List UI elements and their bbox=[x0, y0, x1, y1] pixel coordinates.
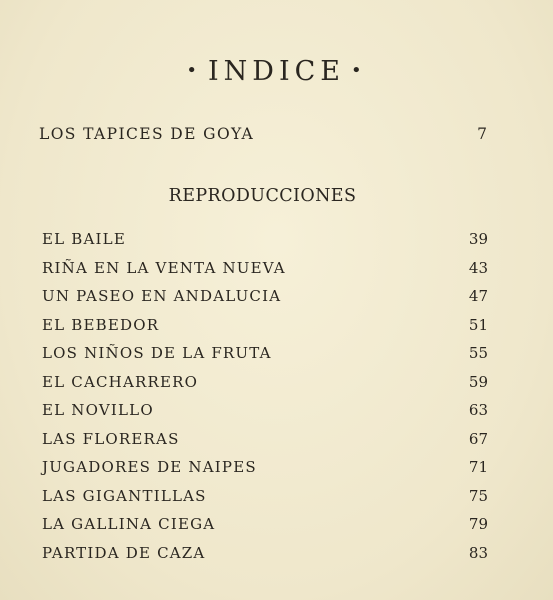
toc-list bbox=[42, 230, 488, 572]
toc-entry-page: 39 bbox=[468, 230, 488, 248]
toc-entry-page: 71 bbox=[468, 458, 488, 476]
section-heading: REPRODUCCIONES bbox=[168, 186, 357, 206]
toc-entry-page: 59 bbox=[468, 372, 488, 391]
toc-entry bbox=[42, 230, 488, 259]
toc-entry-page: 67 bbox=[468, 429, 488, 448]
toc-entry-label: UN PASEO EN ANDALUCIA bbox=[42, 287, 282, 305]
toc-entry bbox=[42, 287, 488, 316]
title-bullet-left: • bbox=[186, 60, 202, 81]
toc-entry-label: LOS TAPICES DE GOYA bbox=[39, 125, 255, 143]
toc-entry-label: EL BAILE bbox=[42, 230, 126, 248]
index-title-text: INDICE bbox=[208, 56, 345, 87]
toc-entry-label: LOS NIÑOS DE LA FRUTA bbox=[42, 344, 272, 362]
toc-entry-label: JUGADORES DE NAIPES bbox=[42, 458, 257, 476]
toc-entry-label: LA GALLINA CIEGA bbox=[42, 515, 216, 533]
toc-entry-label: RIÑA EN LA VENTA NUEVA bbox=[42, 258, 286, 277]
toc-entry-page: 75 bbox=[468, 486, 488, 505]
toc-entry bbox=[42, 373, 488, 402]
toc-entry-page: 47 bbox=[468, 287, 488, 305]
toc-entry-label: EL CACHARRERO bbox=[42, 372, 199, 391]
toc-entry-label: LAS FLORERAS bbox=[42, 429, 180, 448]
toc-entry bbox=[42, 458, 488, 487]
toc-entry bbox=[42, 430, 488, 459]
index-title bbox=[0, 56, 553, 87]
toc-entry-page: 83 bbox=[468, 543, 488, 562]
toc-entry-intro bbox=[39, 125, 487, 149]
toc-entry bbox=[42, 259, 488, 288]
title-bullet-right: • bbox=[350, 60, 367, 81]
toc-entry-page: 51 bbox=[468, 315, 488, 334]
toc-entry-label: LAS GIGANTILLAS bbox=[42, 486, 207, 505]
toc-entry bbox=[42, 316, 488, 345]
toc-entry bbox=[42, 487, 488, 516]
toc-entry-page: 7 bbox=[477, 125, 487, 143]
toc-entry bbox=[42, 344, 488, 373]
toc-entry-label: PARTIDA DE CAZA bbox=[42, 543, 206, 562]
toc-entry-label: EL NOVILLO bbox=[42, 401, 154, 419]
toc-entry-page: 63 bbox=[468, 401, 488, 419]
toc-entry-page: 79 bbox=[468, 515, 488, 533]
toc-entry bbox=[42, 544, 488, 573]
toc-entry bbox=[42, 401, 488, 430]
toc-entry bbox=[42, 515, 488, 544]
toc-entry-page: 55 bbox=[468, 344, 488, 362]
toc-entry-label: EL BEBEDOR bbox=[42, 315, 160, 334]
toc-entry-page: 43 bbox=[468, 258, 488, 277]
